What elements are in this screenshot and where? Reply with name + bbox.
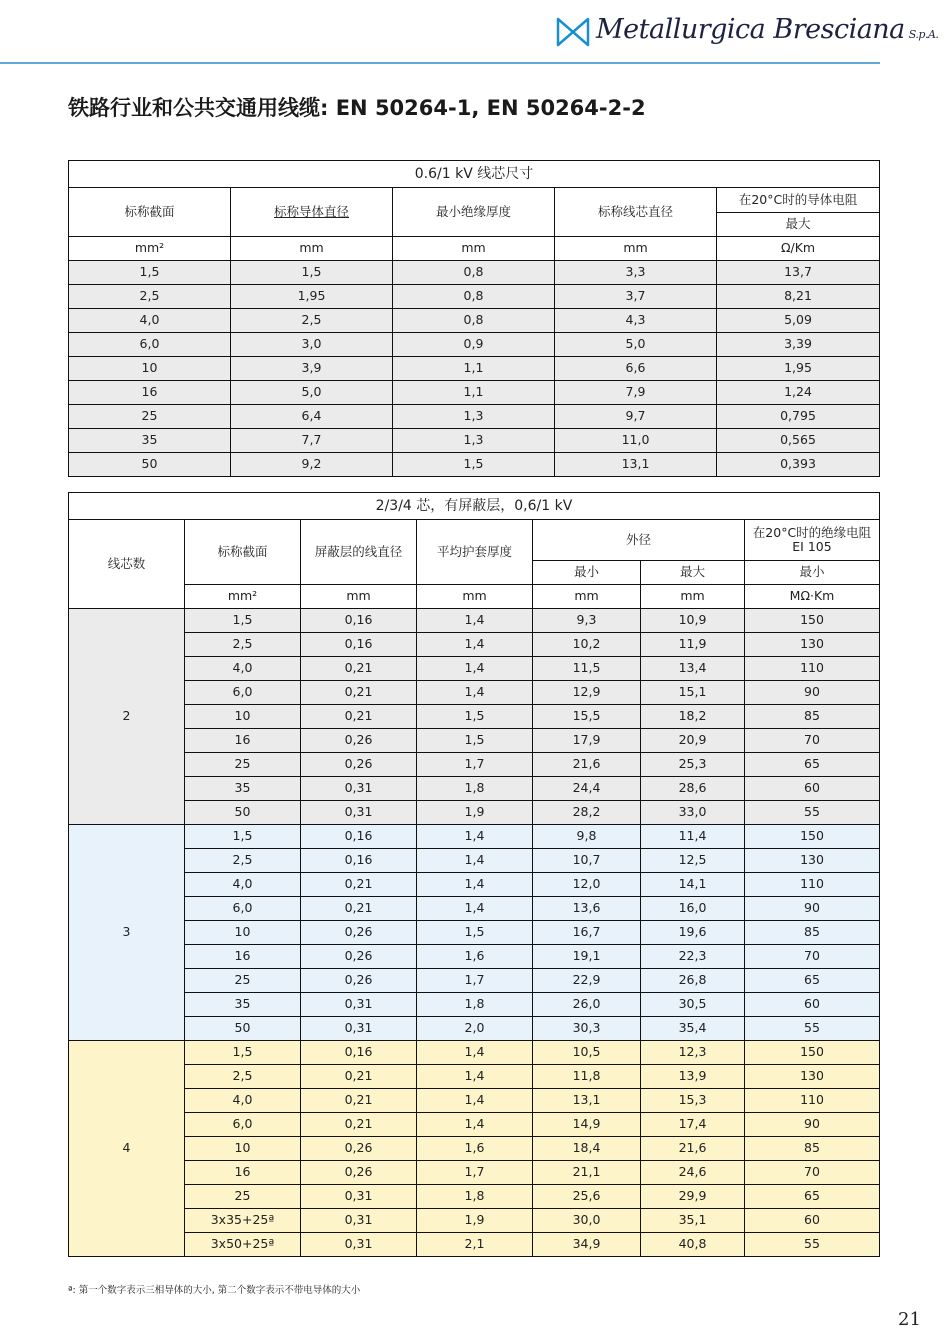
table-cell: 13,1 [555, 453, 717, 477]
table-cell: 55 [745, 801, 880, 825]
table-cell: 2,1 [417, 1233, 533, 1257]
table-cell: 35,1 [641, 1209, 745, 1233]
table-cell: 18,2 [641, 705, 745, 729]
table-cell: 25 [185, 1185, 301, 1209]
table-cell: 1,4 [417, 873, 533, 897]
table-row [69, 333, 880, 357]
header-nominal-section: 标称截面 [185, 520, 301, 585]
core-count-cell: 4 [69, 1041, 185, 1257]
table-cell: 0,9 [393, 333, 555, 357]
table-cell: 0,31 [301, 1017, 417, 1041]
table-cell: 1,4 [417, 825, 533, 849]
table-cell: 13,6 [533, 897, 641, 921]
table-row [69, 705, 880, 729]
table-cell: 1,4 [417, 1089, 533, 1113]
table-cell: 10,7 [533, 849, 641, 873]
table-cell: 1,4 [417, 1113, 533, 1137]
table-cell: 1,5 [393, 453, 555, 477]
table-cell: 0,16 [301, 633, 417, 657]
table-cell: 1,95 [717, 357, 880, 381]
table-cell: 15,3 [641, 1089, 745, 1113]
table-cell: 0,795 [717, 405, 880, 429]
table-row [69, 285, 880, 309]
table-cell: 4,0 [185, 873, 301, 897]
table-cell: 29,9 [641, 1185, 745, 1209]
table-cell: 18,4 [533, 1137, 641, 1161]
table-cell: 2,5 [185, 849, 301, 873]
table-cell: 19,6 [641, 921, 745, 945]
table-cell: 17,4 [641, 1113, 745, 1137]
table-cell: 13,4 [641, 657, 745, 681]
table-cell: 0,31 [301, 1185, 417, 1209]
table-cell: 21,6 [533, 753, 641, 777]
table-cell: 2,5 [185, 633, 301, 657]
table-row [69, 357, 880, 381]
table-cell: 130 [745, 633, 880, 657]
table-cell: 0,21 [301, 1113, 417, 1137]
table-cell: 3,9 [231, 357, 393, 381]
table-cell: 15,5 [533, 705, 641, 729]
table-row [69, 1137, 880, 1161]
table-cell: 1,7 [417, 753, 533, 777]
table-row [69, 1065, 880, 1089]
table-cell: 2,0 [417, 1017, 533, 1041]
table-row [69, 1041, 880, 1065]
insulation-resistance-sublabel: EI 105 [792, 539, 832, 554]
table-cell: 60 [745, 777, 880, 801]
table-cell: 110 [745, 873, 880, 897]
table-cell: 25 [69, 405, 231, 429]
table-cell: 3,3 [555, 261, 717, 285]
table-cell: 24,6 [641, 1161, 745, 1185]
table-cell: 0,8 [393, 285, 555, 309]
table-cell: 13,7 [717, 261, 880, 285]
table-cell: 1,4 [417, 849, 533, 873]
header-conductor-resistance: 在20°C时的导体电阻 [717, 188, 880, 213]
table-cell: 10 [69, 357, 231, 381]
table-cell: 25,6 [533, 1185, 641, 1209]
table-cell: 50 [185, 801, 301, 825]
table-cell: 1,8 [417, 1185, 533, 1209]
table-cell: 0,26 [301, 1137, 417, 1161]
table-cell: 35 [185, 777, 301, 801]
table-cell: 9,3 [533, 609, 641, 633]
table-row [69, 897, 880, 921]
table-cell: 0,26 [301, 753, 417, 777]
table-cell: 4,3 [555, 309, 717, 333]
table-cell: 16,0 [641, 897, 745, 921]
table-cell: 1,8 [417, 993, 533, 1017]
insulation-resistance-label: 在20°C时的绝缘电阻 [752, 524, 872, 540]
table-cell: 0,8 [393, 309, 555, 333]
table-cell: 1,5 [417, 921, 533, 945]
table-cell: 5,0 [231, 381, 393, 405]
table-cell: 13,1 [533, 1089, 641, 1113]
header-conductor-diameter: 标称导体直径 [231, 188, 393, 237]
table-cell: 1,5 [185, 1041, 301, 1065]
table-cell: 4,0 [69, 309, 231, 333]
table-cell: 4,0 [185, 657, 301, 681]
table-cell: 0,21 [301, 705, 417, 729]
table-cell: 0,26 [301, 1161, 417, 1185]
unit-cell: mm [301, 585, 417, 609]
table-cell: 25 [185, 969, 301, 993]
table-cell: 3x35+25ª [185, 1209, 301, 1233]
table-cell: 24,4 [533, 777, 641, 801]
table-cell: 1,1 [393, 381, 555, 405]
table-cell: 70 [745, 945, 880, 969]
header-rule [0, 62, 880, 64]
table-cell: 1,5 [417, 705, 533, 729]
table-cell: 11,9 [641, 633, 745, 657]
table-cell: 2,5 [231, 309, 393, 333]
table-row [69, 993, 880, 1017]
table-cell: 13,9 [641, 1065, 745, 1089]
table-cell: 1,6 [417, 1137, 533, 1161]
table-cell: 0,21 [301, 873, 417, 897]
table-cell: 1,4 [417, 681, 533, 705]
table-cell: 33,0 [641, 801, 745, 825]
unit-cell: mm [231, 237, 393, 261]
table-cell: 1,8 [417, 777, 533, 801]
table-cell: 1,5 [69, 261, 231, 285]
table-cell: 12,9 [533, 681, 641, 705]
table-cell: 16 [185, 1161, 301, 1185]
table-row [69, 681, 880, 705]
unit-cell: mm [555, 237, 717, 261]
table-cell: 1,7 [417, 969, 533, 993]
table-row [69, 309, 880, 333]
table-cell: 0,26 [301, 945, 417, 969]
table-cell: 1,5 [417, 729, 533, 753]
table-cell: 110 [745, 1089, 880, 1113]
table-cell: 1,4 [417, 633, 533, 657]
table-cell: 26,8 [641, 969, 745, 993]
table-cell: 65 [745, 753, 880, 777]
table-cell: 0,26 [301, 921, 417, 945]
header-max: 最大 [641, 561, 745, 585]
table-row [69, 729, 880, 753]
table-row [69, 453, 880, 477]
table-cell: 1,5 [185, 609, 301, 633]
header-cores: 线芯数 [69, 520, 185, 609]
table-cell: 130 [745, 849, 880, 873]
table-row [69, 381, 880, 405]
table-row [69, 1185, 880, 1209]
table-cell: 150 [745, 1041, 880, 1065]
table-cell: 30,5 [641, 993, 745, 1017]
table-cell: 40,8 [641, 1233, 745, 1257]
table-cell: 11,4 [641, 825, 745, 849]
table-cell: 6,0 [185, 897, 301, 921]
table-cell: 34,9 [533, 1233, 641, 1257]
table-cell: 0,31 [301, 1233, 417, 1257]
table-row [69, 873, 880, 897]
table-cell: 1,7 [417, 1161, 533, 1185]
table-cell: 22,9 [533, 969, 641, 993]
table-cell: 50 [185, 1017, 301, 1041]
table-cell: 60 [745, 993, 880, 1017]
table-cell: 11,0 [555, 429, 717, 453]
table-cell: 0,21 [301, 1089, 417, 1113]
table-cell: 0,16 [301, 849, 417, 873]
table-cell: 1,95 [231, 285, 393, 309]
unit-cell: MΩ·Km [745, 585, 880, 609]
table-cell: 1,3 [393, 405, 555, 429]
table-cell: 6,0 [69, 333, 231, 357]
table-cell: 0,8 [393, 261, 555, 285]
table-cell: 0,393 [717, 453, 880, 477]
unit-cell: mm² [185, 585, 301, 609]
table-cell: 0,31 [301, 993, 417, 1017]
table-cell: 60 [745, 1209, 880, 1233]
table-row [69, 801, 880, 825]
table-cell: 7,9 [555, 381, 717, 405]
unit-cell: mm [393, 237, 555, 261]
table-cell: 150 [745, 825, 880, 849]
table-cell: 4,0 [185, 1089, 301, 1113]
table-cell: 21,1 [533, 1161, 641, 1185]
table-cell: 10,2 [533, 633, 641, 657]
table-cell: 8,21 [717, 285, 880, 309]
table-cell: 14,1 [641, 873, 745, 897]
table-cell: 55 [745, 1233, 880, 1257]
table-row [69, 1089, 880, 1113]
table-cell: 1,4 [417, 609, 533, 633]
table-row [69, 921, 880, 945]
table-cell: 0,31 [301, 801, 417, 825]
table-cell: 9,7 [555, 405, 717, 429]
footnote: ª: 第一个数字表示三相导体的大小, 第二个数字表示不带电导体的大小 [68, 1285, 361, 1296]
table-cell: 3,7 [555, 285, 717, 309]
table-cell: 16 [69, 381, 231, 405]
table-row [69, 633, 880, 657]
header-nominal-section: 标称截面 [69, 188, 231, 237]
unit-cell: mm [417, 585, 533, 609]
table-row [69, 1017, 880, 1041]
table-cell: 0,21 [301, 1065, 417, 1089]
table-cell: 3x50+25ª [185, 1233, 301, 1257]
header-outer-diameter: 外径 [533, 520, 745, 561]
header-core-diameter: 标称线芯直径 [555, 188, 717, 237]
table-row [69, 657, 880, 681]
header-screen-wire-diameter: 屏蔽层的线直径 [301, 520, 417, 585]
table-cell: 6,0 [185, 1113, 301, 1137]
table-cell: 10,9 [641, 609, 745, 633]
table-cell: 85 [745, 1137, 880, 1161]
table-cell: 6,4 [231, 405, 393, 429]
table-cell: 0,21 [301, 657, 417, 681]
header-min-insulation: 最小绝缘厚度 [393, 188, 555, 237]
table-cell: 12,3 [641, 1041, 745, 1065]
table-cell: 90 [745, 1113, 880, 1137]
table-row [69, 405, 880, 429]
table-body [69, 261, 880, 477]
page-number: 21 [898, 1309, 921, 1330]
header-max: 最大 [717, 212, 880, 237]
core-count-cell: 2 [69, 609, 185, 825]
table-cell: 10 [185, 921, 301, 945]
table-cell: 85 [745, 921, 880, 945]
table-cell: 0,26 [301, 729, 417, 753]
table-row [69, 945, 880, 969]
table-cell: 70 [745, 729, 880, 753]
table-cell: 50 [69, 453, 231, 477]
table-cell: 1,24 [717, 381, 880, 405]
table-cell: 1,9 [417, 801, 533, 825]
table-cell: 9,8 [533, 825, 641, 849]
table-row [69, 1113, 880, 1137]
table-cell: 1,5 [185, 825, 301, 849]
table-cell: 9,2 [231, 453, 393, 477]
table-cell: 90 [745, 681, 880, 705]
table-cell: 0,16 [301, 825, 417, 849]
bowtie-logo-icon [556, 16, 590, 48]
table-cell: 12,0 [533, 873, 641, 897]
table-cell: 6,0 [185, 681, 301, 705]
table-cell: 22,3 [641, 945, 745, 969]
table-cell: 90 [745, 897, 880, 921]
table-cell: 0,31 [301, 777, 417, 801]
table-cell: 0,21 [301, 897, 417, 921]
table-cell: 0,21 [301, 681, 417, 705]
table-row [69, 261, 880, 285]
table-row [69, 1161, 880, 1185]
table-cell: 1,6 [417, 945, 533, 969]
table-body [69, 609, 880, 1257]
table-cell: 5,0 [555, 333, 717, 357]
table-cell: 11,8 [533, 1065, 641, 1089]
table-cell: 1,1 [393, 357, 555, 381]
table-cell: 1,4 [417, 897, 533, 921]
table-cell: 10 [185, 1137, 301, 1161]
table-cell: 1,4 [417, 1065, 533, 1089]
table-cell: 1,4 [417, 1041, 533, 1065]
table-cell: 1,9 [417, 1209, 533, 1233]
table-row [69, 777, 880, 801]
unit-cell: mm² [69, 237, 231, 261]
core-count-cell: 3 [69, 825, 185, 1041]
logo-text: Metallurgica Bresciana S.p.A. [596, 14, 939, 45]
table-cell: 110 [745, 657, 880, 681]
table-cell: 19,1 [533, 945, 641, 969]
table-cell: 65 [745, 1185, 880, 1209]
table-cell: 55 [745, 1017, 880, 1041]
table-caption: 0.6/1 kV 线芯尺寸 [69, 161, 880, 188]
table-cell: 28,2 [533, 801, 641, 825]
table-cell: 1,3 [393, 429, 555, 453]
header-insulation-resistance [745, 520, 880, 561]
page-title: 铁路行业和公共交通用线缆: EN 50264-1, EN 50264-2-2 [68, 96, 646, 120]
table-row [69, 825, 880, 849]
table-cell: 25,3 [641, 753, 745, 777]
table-cell: 16 [185, 945, 301, 969]
table-cell: 10 [185, 705, 301, 729]
core-dimensions-table [68, 160, 880, 477]
table-row [69, 969, 880, 993]
table-cell: 150 [745, 609, 880, 633]
table-cell: 5,09 [717, 309, 880, 333]
table-cell: 0,31 [301, 1209, 417, 1233]
table-cell: 35 [69, 429, 231, 453]
company-logo [556, 14, 939, 54]
table-caption: 2/3/4 芯，有屏蔽层，0,6/1 kV [69, 493, 880, 520]
table-cell: 26,0 [533, 993, 641, 1017]
table-row [69, 1233, 880, 1257]
table-cell: 0,565 [717, 429, 880, 453]
table-cell: 25 [185, 753, 301, 777]
table-cell: 3,39 [717, 333, 880, 357]
table-cell: 7,7 [231, 429, 393, 453]
table-cell: 15,1 [641, 681, 745, 705]
table-cell: 2,5 [69, 285, 231, 309]
unit-cell: mm [533, 585, 641, 609]
table-cell: 30,3 [533, 1017, 641, 1041]
table-cell: 35 [185, 993, 301, 1017]
table-cell: 2,5 [185, 1065, 301, 1089]
table-cell: 0,16 [301, 609, 417, 633]
table-cell: 35,4 [641, 1017, 745, 1041]
table-cell: 21,6 [641, 1137, 745, 1161]
table-cell: 0,16 [301, 1041, 417, 1065]
table-cell: 85 [745, 705, 880, 729]
table-cell: 6,6 [555, 357, 717, 381]
table-row [69, 609, 880, 633]
table-row [69, 849, 880, 873]
table-cell: 16,7 [533, 921, 641, 945]
table-cell: 11,5 [533, 657, 641, 681]
table-cell: 17,9 [533, 729, 641, 753]
table-cell: 30,0 [533, 1209, 641, 1233]
unit-cell: mm [641, 585, 745, 609]
table-row [69, 429, 880, 453]
table-cell: 28,6 [641, 777, 745, 801]
table-cell: 14,9 [533, 1113, 641, 1137]
table-cell: 70 [745, 1161, 880, 1185]
table-cell: 130 [745, 1065, 880, 1089]
table-cell: 1,4 [417, 657, 533, 681]
table-cell: 1,5 [231, 261, 393, 285]
table-cell: 0,26 [301, 969, 417, 993]
table-cell: 20,9 [641, 729, 745, 753]
table-cell: 12,5 [641, 849, 745, 873]
header-ir-min: 最小 [745, 561, 880, 585]
header-sheath-thickness: 平均护套厚度 [417, 520, 533, 585]
shielded-cable-table [68, 492, 880, 1257]
table-row [69, 753, 880, 777]
header-min: 最小 [533, 561, 641, 585]
unit-cell: Ω/Km [717, 237, 880, 261]
table-row [69, 1209, 880, 1233]
table-cell: 10,5 [533, 1041, 641, 1065]
table-cell: 16 [185, 729, 301, 753]
table-cell: 3,0 [231, 333, 393, 357]
table-cell: 65 [745, 969, 880, 993]
